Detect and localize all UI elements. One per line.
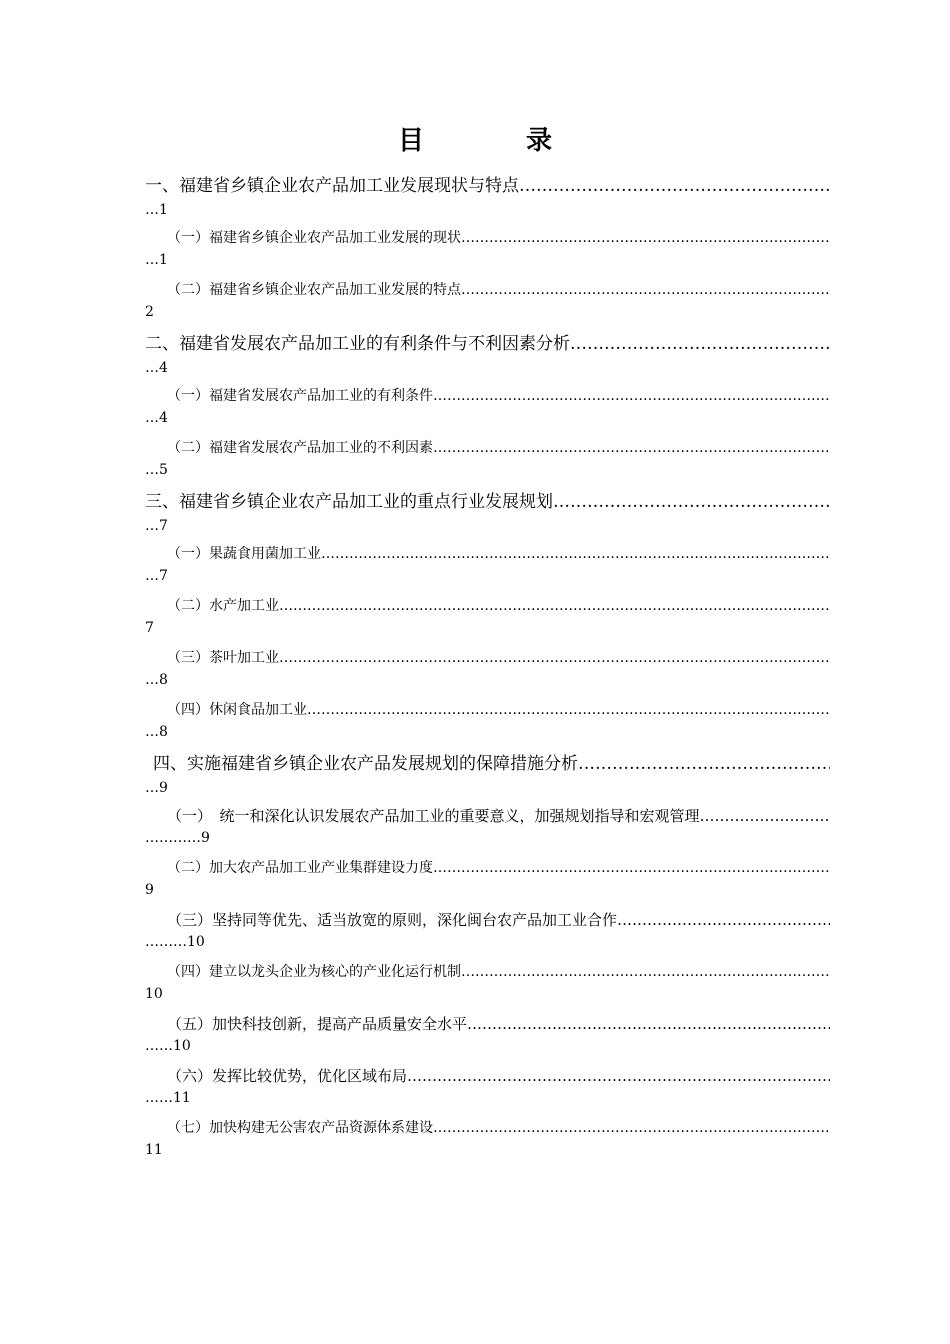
table-of-contents (145, 172, 830, 1168)
toc-entry-page: …1 (145, 252, 168, 268)
toc-entry-page: 7 (145, 620, 154, 636)
toc-entry-text: 二、福建省发展农产品加工业的有利条件与不利因素分析 (145, 334, 570, 354)
toc-entry-4-4[interactable] (145, 960, 830, 1012)
toc-entry-text: （七）加快构建无公害农产品资源体系建设 (167, 1120, 433, 1136)
dot-leader (519, 172, 830, 200)
toc-entry-page: …7 (145, 568, 168, 584)
dot-leader (467, 1012, 830, 1036)
dot-leader (407, 1064, 830, 1088)
toc-title: 目 录 (397, 126, 590, 156)
toc-entry-3[interactable] (145, 488, 830, 542)
toc-entry-page: 11 (145, 1142, 163, 1158)
toc-entry-text: （三）坚持同等优先、适当放宽的原则，深化闽台农产品加工业合作 (167, 911, 618, 929)
toc-entry-4-2[interactable] (145, 856, 830, 908)
toc-entry-text: （一）福建省发展农产品加工业的有利条件 (167, 388, 433, 404)
toc-entry-text: （一）福建省乡镇企业农产品加工业发展的现状 (167, 230, 461, 246)
toc-entry-4-7[interactable] (145, 1116, 830, 1168)
toc-entry-4[interactable] (145, 750, 830, 804)
toc-entry-text: （四）休闲食品加工业 (167, 702, 307, 718)
toc-entry-text: 四、实施福建省乡镇企业农产品发展规划的保障措施分析 (153, 754, 578, 774)
toc-entry-4-6[interactable] (145, 1064, 830, 1116)
toc-entry-4-1[interactable] (145, 804, 830, 856)
toc-entry-page: …1 (145, 202, 168, 218)
toc-entry-text: （二）福建省发展农产品加工业的不利因素 (167, 440, 433, 456)
toc-entry-text: （二）加大农产品加工业产业集群建设力度 (167, 860, 433, 876)
toc-entry-text: （五）加快科技创新，提高产品质量安全水平 (167, 1015, 468, 1033)
toc-entry-text: （三）茶叶加工业 (167, 650, 279, 666)
toc-entry-page: ………10 (145, 934, 205, 950)
toc-entry-3-3[interactable] (145, 646, 830, 698)
toc-entry-text: 一、福建省乡镇企业农产品加工业发展现状与特点 (145, 176, 519, 196)
toc-entry-page: …5 (145, 462, 168, 478)
toc-entry-3-4[interactable] (145, 698, 830, 750)
toc-entry-page: 9 (145, 882, 154, 898)
toc-entry-text: （四）建立以龙头企业为核心的产业化运行机制 (167, 964, 461, 980)
dot-leader (433, 856, 830, 880)
toc-entry-4-3[interactable] (145, 908, 830, 960)
dot-leader (570, 330, 830, 358)
dot-leader (578, 750, 830, 778)
toc-entry-page: …7 (145, 518, 168, 534)
dot-leader (321, 542, 830, 566)
toc-entry-1[interactable] (145, 172, 830, 226)
toc-entry-2-2[interactable] (145, 436, 830, 488)
toc-entry-page: …9 (145, 780, 168, 796)
toc-entry-page: 10 (145, 986, 163, 1002)
toc-entry-2[interactable] (145, 330, 830, 384)
toc-entry-page: ……10 (145, 1038, 191, 1054)
toc-entry-4-5[interactable] (145, 1012, 830, 1064)
toc-entry-page: …4 (145, 410, 168, 426)
toc-entry-page: 2 (145, 304, 154, 320)
toc-entry-1-2[interactable] (145, 278, 830, 330)
dot-leader (553, 488, 830, 516)
dot-leader (433, 436, 830, 460)
dot-leader (433, 1116, 830, 1140)
toc-entry-text: （一） 统一和深化认识发展农产品加工业的重要意义，加强规划指导和宏观管理 (167, 807, 700, 825)
dot-leader (433, 384, 830, 408)
dot-leader (461, 960, 830, 984)
dot-leader (279, 646, 830, 670)
dot-leader (279, 594, 830, 618)
toc-entry-page: …8 (145, 724, 168, 740)
dot-leader (617, 908, 830, 932)
dot-leader (700, 804, 830, 828)
dot-leader (461, 226, 830, 250)
toc-entry-text: 三、福建省乡镇企业农产品加工业的重点行业发展规划 (145, 492, 553, 512)
toc-entry-text: （一）果蔬食用菌加工业 (167, 546, 321, 562)
toc-entry-3-2[interactable] (145, 594, 830, 646)
toc-entry-page: …8 (145, 672, 168, 688)
toc-entry-page: …………9 (145, 830, 210, 846)
toc-entry-3-1[interactable] (145, 542, 830, 594)
toc-entry-2-1[interactable] (145, 384, 830, 436)
toc-entry-text: （二）水产加工业 (167, 598, 279, 614)
toc-entry-1-1[interactable] (145, 226, 830, 278)
toc-entry-text: （六）发挥比较优势，优化区域布局 (167, 1067, 408, 1085)
toc-entry-text: （二）福建省乡镇企业农产品加工业发展的特点 (167, 282, 461, 298)
toc-entry-page: ……11 (145, 1090, 191, 1106)
dot-leader (307, 698, 830, 722)
dot-leader (461, 278, 830, 302)
toc-entry-page: …4 (145, 360, 168, 376)
